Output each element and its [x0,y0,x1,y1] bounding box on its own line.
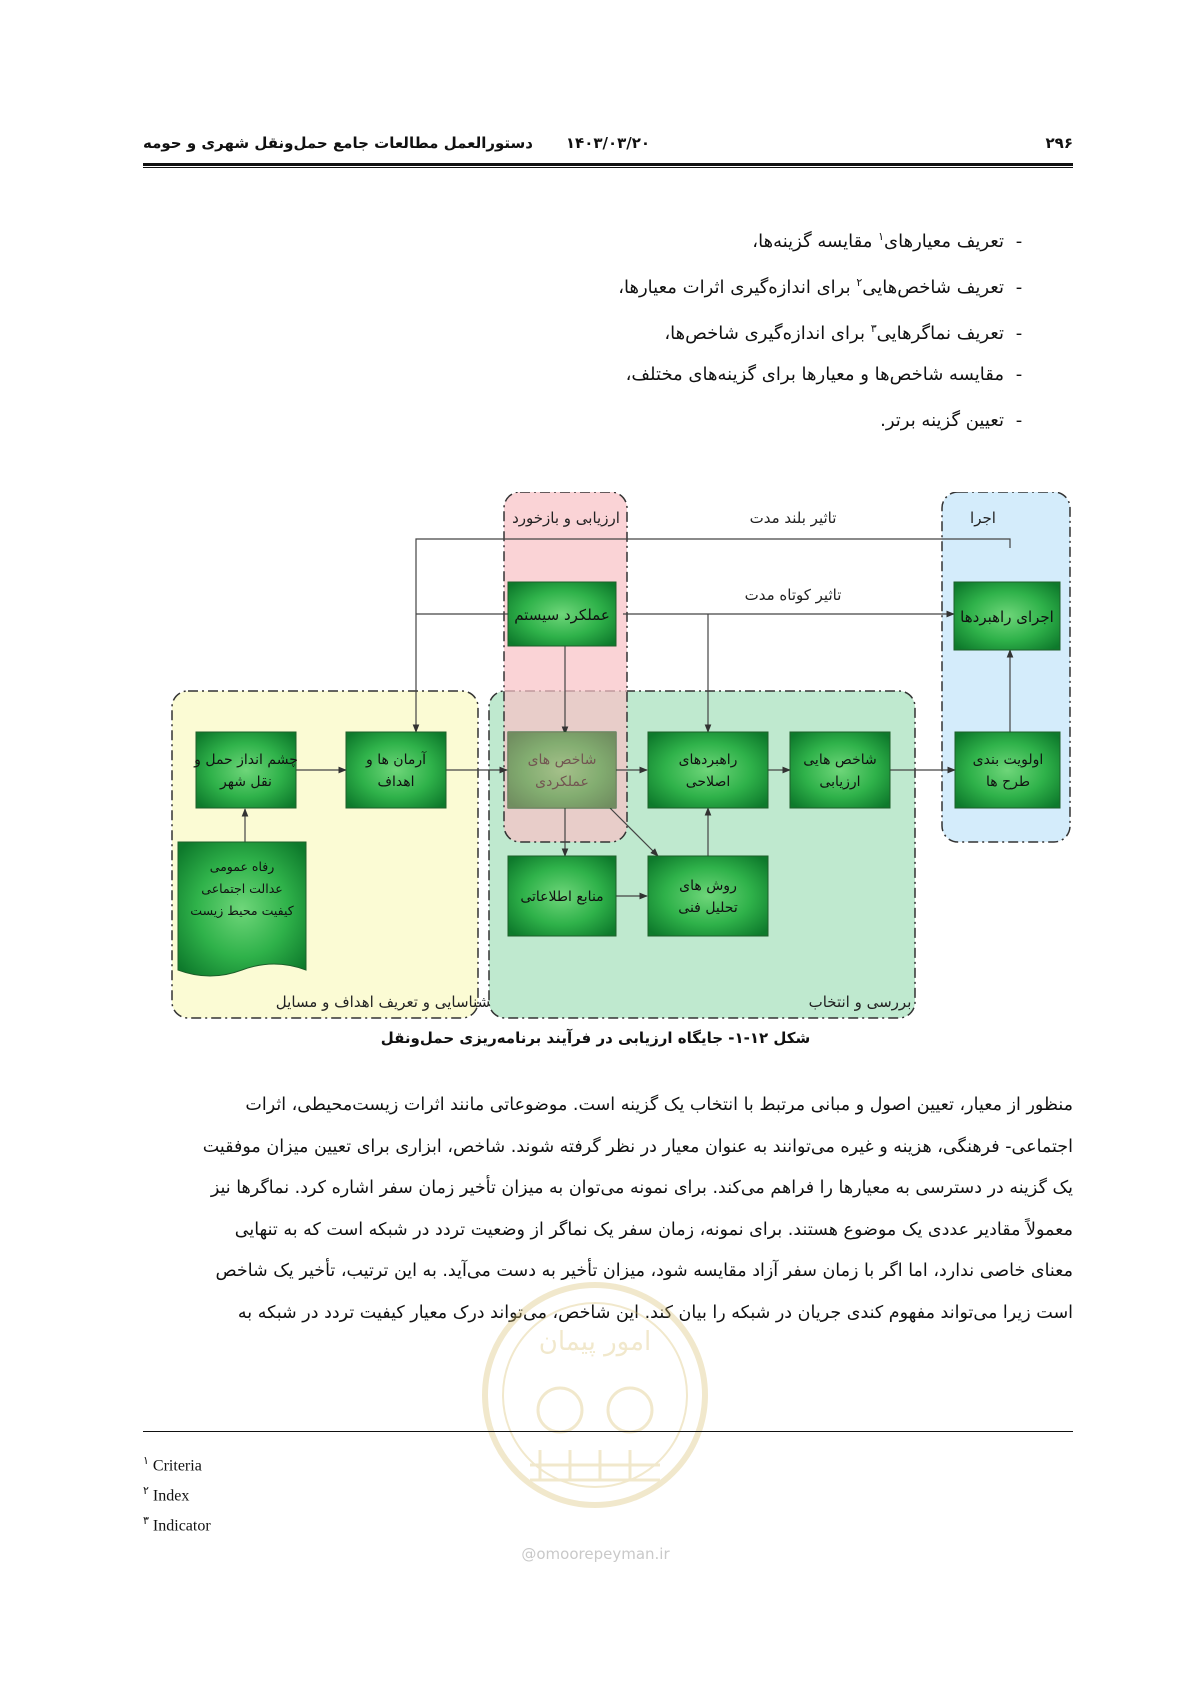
region-ident-label: شناسایی و تعریف اهداف و مسایل [275,993,491,1011]
svg-text:طرح ها: طرح ها [985,774,1031,790]
watermark-url: @omoorepeyman.ir [521,1545,670,1563]
region-exec-label: اجرا [970,509,996,527]
figure-caption: شکل ۱۲-۱- جایگاه ارزیابی در فرآیند برنامه‌ریزی حمل‌ونقل [380,1029,811,1047]
header-date: ۱۴۰۳/۰۳/۲۰ [565,134,651,152]
bullet-item: -تعریف نماگرهایی$^۳$ برای اندازه‌گیری شاخص‌ها، [664,322,1023,344]
footnote-ref: ۳ [870,322,877,335]
eval-region-overlay [508,732,616,808]
node-system-performance [508,582,616,646]
svg-text:کیفیت محیط زیست: کیفیت محیط زیست [190,903,294,918]
node-goals [346,732,446,808]
watermark-seal [470,1275,720,1575]
footnote-item: $^۳$ Indicator [143,1515,211,1535]
page-number: ۲۹۶ [1045,134,1073,152]
body-line: معمولاً مقادیر عددی یک موضوع هستند. برای نمونه، زمان سفر یک نماگر از وضعیت تردد در شبکه است که به تنهایی [234,1219,1073,1240]
node-vision [193,732,298,808]
body-line: است زیرا می‌تواند مفهوم کندی جریان در شبکه را بیان کند. این شاخص، می‌تواند درک معیار کیفیت تردد در شبکه به [237,1302,1073,1323]
node-corrective-strategies [648,732,768,808]
body-line: معنای خاصی ندارد، اما اگر با زمان سفر آزاد مقایسه شود، میزان تأخیر به دست می‌آید. به این ترتیب، تأخیر یک شاخص [215,1261,1073,1281]
svg-text:اهداف: اهداف [377,774,415,790]
bullet-item: -تعریف معیارهای$^۱$ مقایسه گزینه‌ها، [752,230,1023,252]
page-header [143,128,1073,158]
document-title: دستورالعمل مطالعات جامع حمل‌ونقل شهری و حومه [143,134,533,152]
region-review-label: بررسی و انتخاب [808,993,912,1011]
short-term-label: تاثیر کوتاه مدت [744,586,842,604]
svg-text:عدالت اجتماعی: عدالت اجتماعی [201,881,283,896]
watermark-text: امور پیمان [538,1327,652,1357]
region-eval-label: ارزیابی و بازخورد [512,509,620,527]
svg-text:اجرای راهبردها: اجرای راهبردها [960,608,1054,626]
svg-text:منابع اطلاعاتی: منابع اطلاعاتی [520,889,604,905]
svg-text:چشم انداز حمل و: چشم انداز حمل و [194,752,298,768]
svg-text:عملکردی: عملکردی [535,774,589,790]
svg-text:شاخص های: شاخص های [527,752,597,768]
body-line: یک گزینه در دسترسی به معیارها را فراهم می‌کند. برای نمونه می‌توان به میزان تأخیر زمان سفر اشاره کرد. نماگرها نیز [210,1178,1073,1198]
svg-text:رفاه عمومی: رفاه عمومی [209,859,275,874]
footnote-item: $^۲$ Index [143,1485,190,1505]
svg-text:عملکرد سیستم: عملکرد سیستم [514,606,610,624]
bullet-item: -تعیین گزینه برتر. [880,410,1023,431]
svg-text:نقل شهر: نقل شهر [220,774,272,790]
footnote-item: $^۱$ Criteria [143,1455,202,1475]
svg-text:روش های: روش های [679,878,737,894]
node-technical-methods [648,856,768,936]
header-rule [143,163,1073,166]
svg-text:شاخص هایی: شاخص هایی [803,752,877,768]
svg-text:آرمان ها و: آرمان ها و [365,752,427,768]
body-line: اجتماعی- فرهنگی، هزینه و غیره می‌توانند به عنوان معیار در نظر گرفته شوند. شاخص، ابزاری برای تعیین میزان موفقیت [202,1136,1073,1157]
footnote-ref: ۲ [856,276,863,289]
footnotes [143,1446,211,1536]
body-line: منظور از معیار، تعیین اصول و مبانی مرتبط با انتخاب یک گزینه است. موضوعاتی مانند اثرات زیست‌محیطی، اثرات [245,1095,1073,1115]
svg-text:اولویت بندی: اولویت بندی [972,752,1044,768]
bullet-list [334,214,1034,444]
svg-text:راهبردهای: راهبردهای [678,752,738,768]
svg-text:ارزیابی: ارزیابی [819,774,861,790]
svg-text:تحلیل فنی: تحلیل فنی [678,900,738,916]
svg-text:اصلاحی: اصلاحی [685,774,731,790]
planning-process-diagram [168,492,1076,1026]
node-implement-strategies [954,582,1060,650]
footnote-ref: ۱ [878,230,884,243]
bullet-item: -تعریف شاخص‌هایی$^۲$ برای اندازه‌گیری اثرات معیارها، [618,276,1023,298]
footnote-rule [143,1431,1073,1432]
node-info-sources [508,856,616,936]
long-term-label: تاثیر بلند مدت [749,509,837,527]
node-prioritization [955,732,1060,808]
header-rule-thin [143,167,1073,168]
bullet-item: -مقایسه شاخص‌ها و معیارها برای گزینه‌های مختلف، [625,364,1023,385]
node-evaluation-indices [790,732,890,808]
node-welfare-document [178,842,306,976]
